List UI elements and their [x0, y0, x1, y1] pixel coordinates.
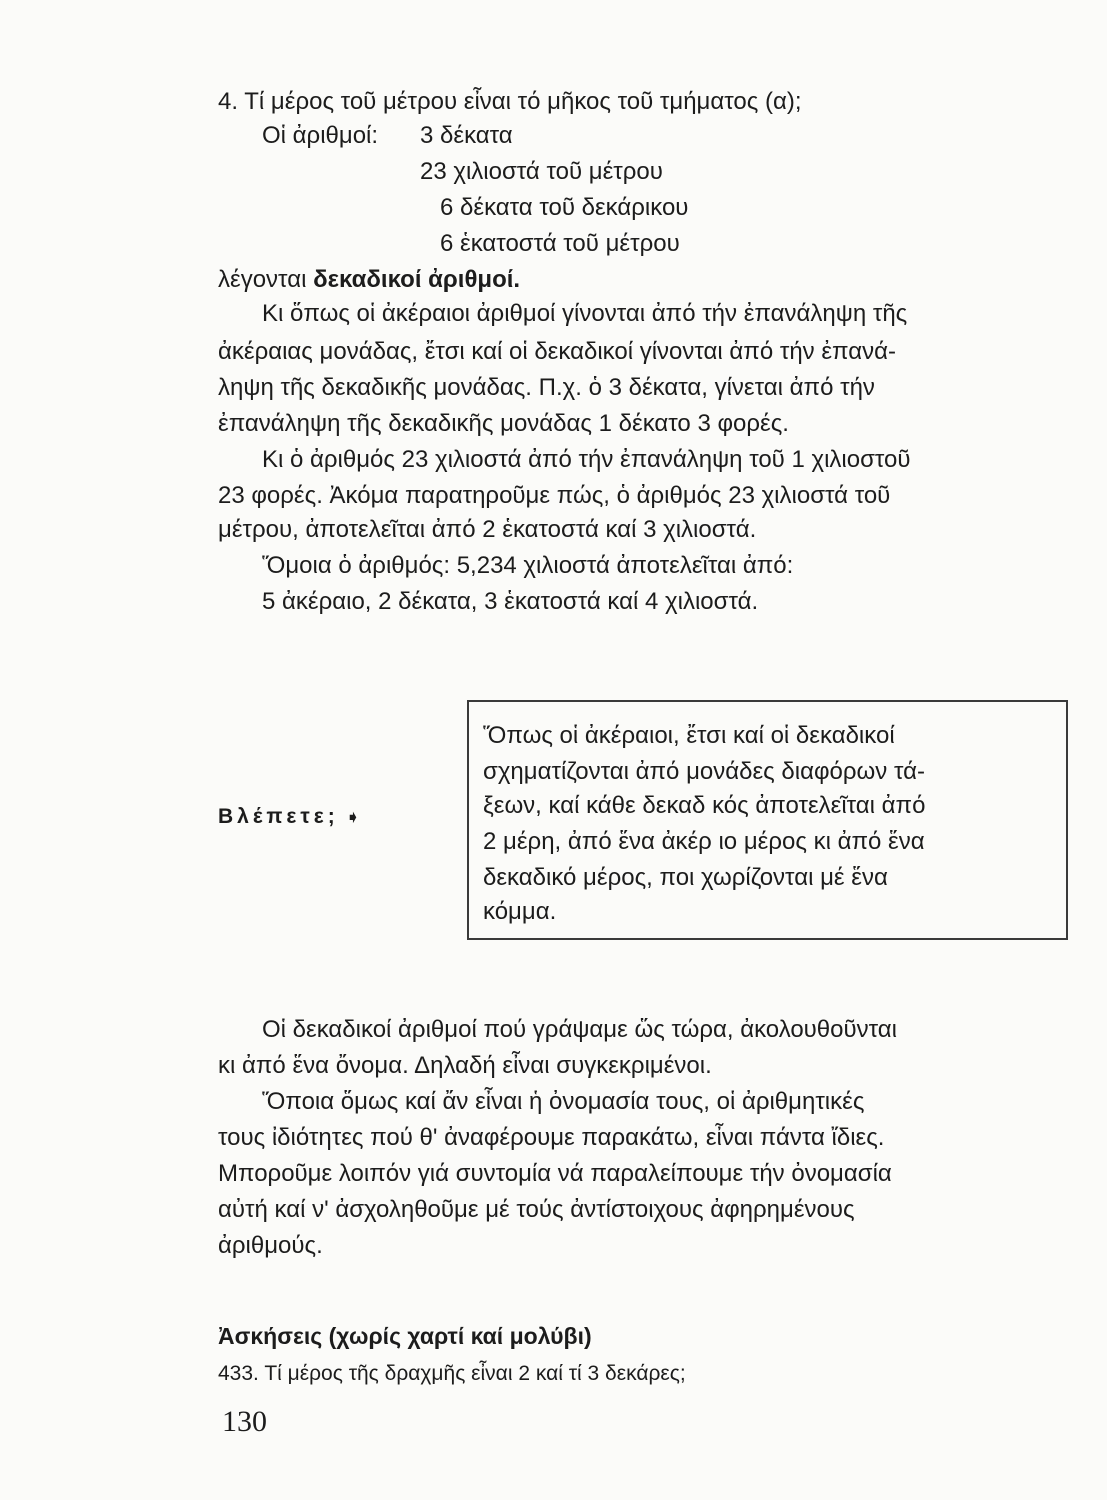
question-4: 4. Τί μέρος τοῦ μέτρου εἶναι τό μῆκος τοῦ τμήματος (α);: [218, 88, 802, 115]
see-text: Βλέπετε;: [218, 805, 339, 828]
paragraph-5-line: ἀριθμούς.: [218, 1232, 323, 1259]
called-line: [218, 264, 520, 296]
see-label: [218, 800, 360, 833]
number-item: 6 δέκατα τοῦ δεκάρικου: [440, 194, 689, 221]
note-line: Ὅπως οἱ ἀκέραιοι, ἔτσι καί οἱ δεκαδικοί: [483, 722, 895, 749]
paragraph-3-line: Ὅμοια ὁ ἀριθμός: 5,234 χιλιοστά ἀποτελεῖται ἀπό:: [262, 552, 794, 579]
paragraph-5-line: Μποροῦμε λοιπόν γιά συντομία νά παραλείπουμε τήν ὀνομασία: [218, 1160, 892, 1187]
note-line: ξεων, καί κάθε δεκαδ κός ἀποτελεῖται ἀπό: [483, 792, 926, 819]
decimal-numbers-term: δεκαδικοί ἀριθμοί.: [313, 266, 521, 293]
exercise-433: 433. Τί μέρος τῆς δραχμῆς εἶναι 2 καί τί 3 δεκάρες;: [218, 1362, 686, 1385]
paragraph-1-line: ληψη τῆς δεκαδικῆς μονάδας. Π.χ. ὁ 3 δέκατα, γίνεται ἀπό τήν: [218, 374, 875, 401]
paragraph-2-line: 23 φορές. Ἀκόμα παρατηροῦμε πώς, ὁ ἀριθμός 23 χιλιοστά τοῦ: [218, 482, 891, 509]
paragraph-5-line: αὐτή καί ν' ἀσχοληθοῦμε μέ τούς ἀντίστοιχους ἀφηρημένους: [218, 1196, 855, 1223]
note-line: δεκαδικό μέρος, ποι χωρίζονται μέ ἕνα: [483, 864, 888, 891]
arrow-right-icon: ➧: [345, 807, 361, 827]
paragraph-1-line: ἐπανάληψη τῆς δεκαδικῆς μονάδας 1 δέκατο 3 φορές.: [218, 410, 789, 437]
paragraph-5-line: τους ἰδιότητες πού θ' ἀναφέρουμε παρακάτω, εἶναι πάντα ἴδιες.: [218, 1124, 885, 1151]
number-item: 23 χιλιοστά τοῦ μέτρου: [420, 158, 663, 185]
number-item: 6 ἑκατοστά τοῦ μέτρου: [440, 230, 680, 257]
paragraph-5-line: Ὅποια ὅμως καί ἄν εἶναι ἡ ὀνομασία τους, οἱ ἀριθμητικές: [262, 1088, 865, 1115]
paragraph-2-line: μέτρου, ἀποτελεῖται ἀπό 2 ἑκατοστά καί 3 χιλιοστά.: [218, 516, 757, 543]
note-line: 2 μέρη, ἀπό ἕνα ἀκέρ ιο μέρος κι ἀπό ἕνα: [483, 828, 925, 855]
number-item: 3 δέκατα: [420, 122, 513, 149]
paragraph-4-line: Οἱ δεκαδικοί ἀριθμοί πού γράψαμε ὥς τώρα, ἀκολουθοῦνται: [262, 1016, 897, 1043]
paragraph-2-line: Κι ὁ ἀριθμός 23 χιλιοστά ἀπό τήν ἐπανάληψη τοῦ 1 χιλιοστοῦ: [262, 446, 911, 473]
paragraph-1-line: Κι ὅπως οἱ ἀκέραιοι ἀριθμοί γίνονται ἀπό τήν ἐπανάληψη τῆς: [262, 300, 908, 327]
exercises-heading: Ἀσκήσεις (χωρίς χαρτί καί μολύβι): [218, 1323, 592, 1349]
called-prefix: λέγονται: [218, 266, 307, 293]
note-line: σχηματίζονται ἀπό μονάδες διαφόρων τά-: [483, 758, 925, 785]
note-line: κόμμα.: [483, 898, 557, 925]
numbers-label: Οἱ ἀριθμοί:: [262, 122, 379, 149]
paragraph-4-line: κι ἀπό ἕνα ὄνομα. Δηλαδή εἶναι συγκεκριμένοι.: [218, 1052, 712, 1079]
page-number: 130: [222, 1405, 267, 1438]
note-box: [467, 700, 1068, 940]
paragraph-1-line: ἀκέραιας μονάδας, ἔτσι καί οἱ δεκαδικοί γίνονται ἀπό τήν ἐπανά-: [218, 338, 896, 365]
paragraph-3-line: 5 ἀκέραιο, 2 δέκατα, 3 ἑκατοστά καί 4 χιλιοστά.: [262, 588, 759, 615]
